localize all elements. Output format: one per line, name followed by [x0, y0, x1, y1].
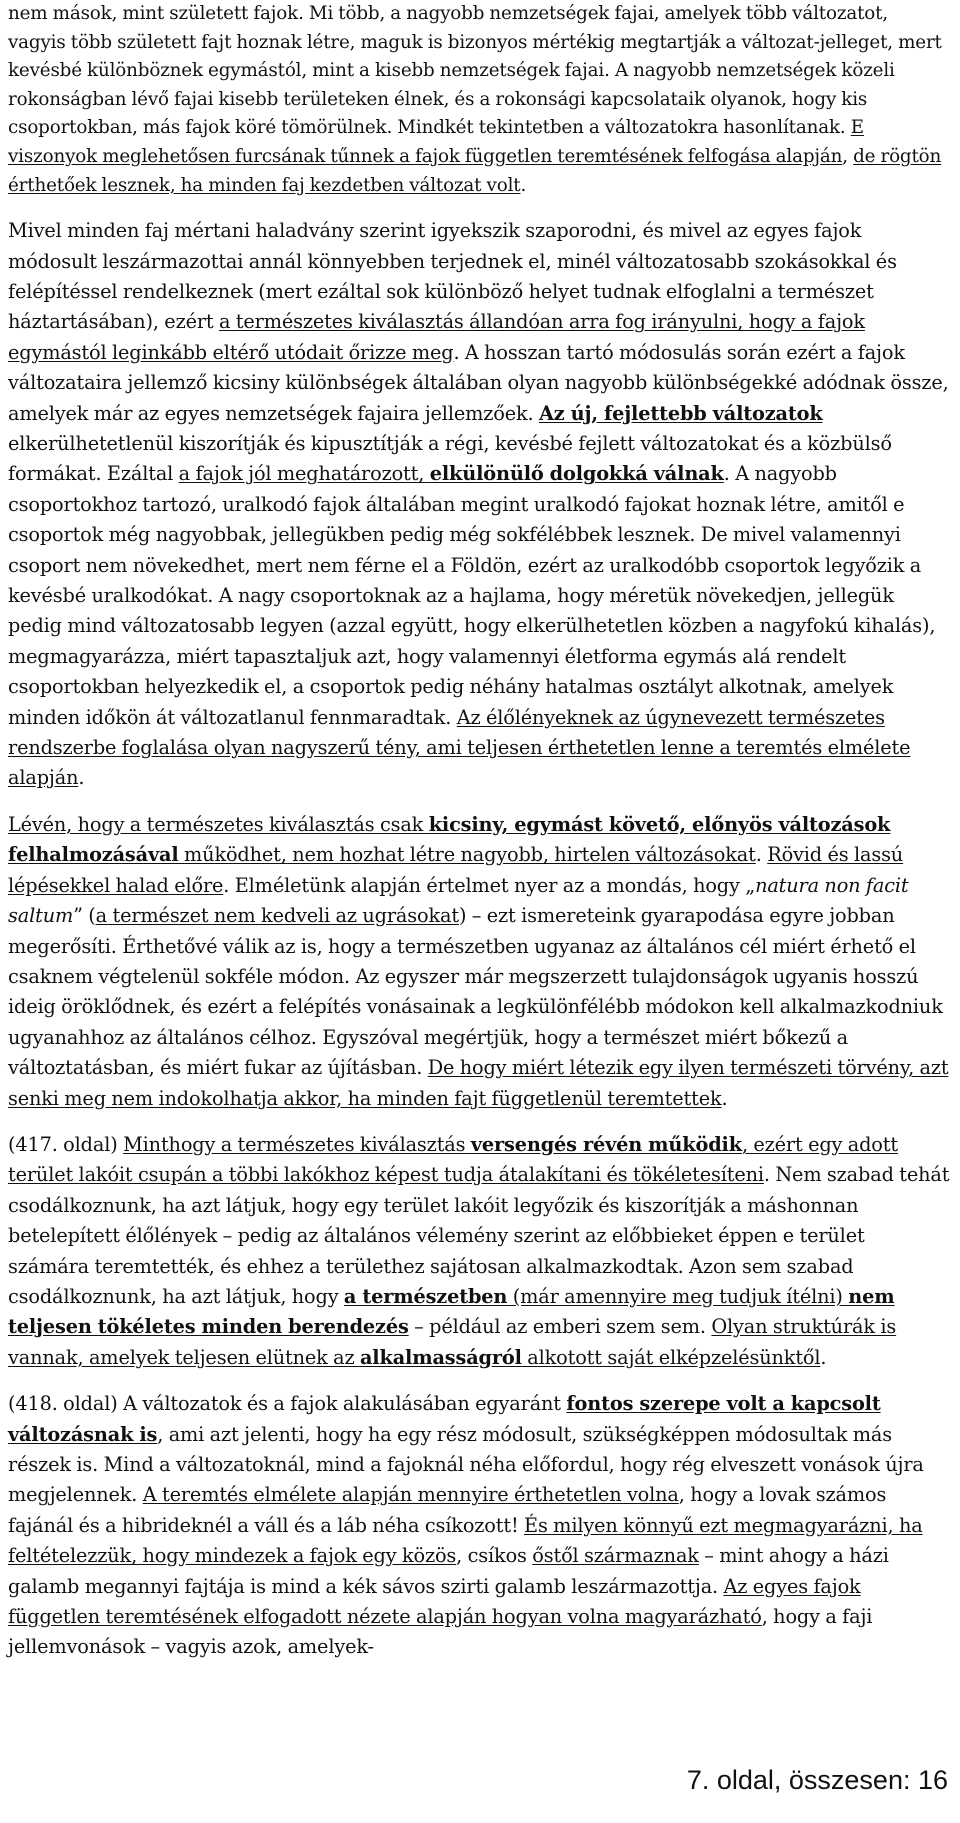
- page-number-label: 7. oldal, összesen: 16: [686, 1765, 948, 1795]
- text-run: fontos szerepe volt a kapcsolt változásnak is: [8, 1392, 881, 1446]
- text-run: , hogy a lovak számos fajánál és a hibrideknél a váll és a láb néha csíkozott!: [8, 1483, 887, 1537]
- text-run: , ezért egy adott terület lakóit csupán a többi lakókhoz képest tudja átalakítani és tökéletesíteni: [8, 1132, 898, 1187]
- paragraph-4: [8, 1130, 950, 1373]
- text-run: versengés révén működik: [470, 1132, 742, 1156]
- text-run: de rögtön érthetőek lesznek, ha minden faj kezdetben változat volt: [8, 145, 942, 196]
- text-run: Az élőlényeknek az úgynevezett természetes rendszerbe foglalása olyan nagyszerű tény, ami teljesen érthetetlen lenne a teremtés elmélete alapján: [8, 705, 911, 790]
- text-run: a természetes kiválasztás állandóan arra fog irányulni, hogy a fajok egymástól leginkább eltérő utódait őrizze meg: [8, 310, 865, 364]
- text-run: , csíkos: [456, 1544, 533, 1568]
- text-run: Az új, fejlettebb változatok: [538, 401, 823, 425]
- text-run: – mint ahogy a házi galamb megannyi fajtája is mind a kék sávos szirti galamb leszármazottja.: [8, 1544, 889, 1598]
- text-run: – például az emberi szem sem.: [408, 1315, 712, 1339]
- paragraph-3: [8, 810, 950, 1114]
- page-footer: [687, 1764, 948, 1796]
- text-run: És milyen könnyű ezt megmagyarázni, ha feltételezzük, hogy mindezek a fajok egy közös: [8, 1513, 923, 1568]
- text-run: Lévén, hogy a természetes kiválasztás csak: [8, 812, 429, 836]
- text-run: a természet nem kedveli az ugrásokat: [95, 904, 459, 928]
- text-run: nem mások, mint született fajok. Mi több, a nagyobb nemzetségek fajai, amelyek több változatot, vagyis több született fajt hoznak létre, maguk is bizonyos mértékig megtartják a változat-jelleget, mert kevésbé különböznek egymástól, mint a kisebb nemzetségek fajai. A nagyobb nemzetségek közeli rokonságban lévő fajai kisebb területeken élnek, és a rokonsági kapcsolataik olyanok, hogy kis csoportokban, más fajok köré tömörülnek. Mindkét tekintetben a változatokra hasonlítanak.: [8, 3, 942, 139]
- text-run: elkerülhetetlenül kiszorítják és kipusztítják a régi, kevésbé fejlett változatokat és a közbülső formákat. Ezáltal: [8, 432, 892, 486]
- text-run: .: [78, 766, 85, 790]
- text-run: , ami azt jelenti, hogy ha egy rész módosult, szükségképpen módosultak más részek is. Mind a változatoknál, mind a fajoknál néha előfordul, hogy rég elveszett vonások újra megjelennek.: [8, 1422, 924, 1507]
- paragraph-1: [8, 0, 950, 200]
- text-run: . Nem szabad tehát csodálkoznunk, ha azt látjuk, hogy egy terület lakóit legyőzik és kiszorítják a máshonnan betelepített élőlények – pedig az általános vélemény szerint az előbbieket éppen e terület számára teremtették, és ehhez a területhez sajátosan alkalmazkodtak. Azon sem szabad csodálkoznunk, ha azt látjuk, hogy: [8, 1163, 950, 1308]
- text-run: .: [520, 174, 527, 196]
- text-run: a fajok jól meghatározott: [178, 462, 419, 486]
- text-run: ,: [842, 145, 854, 167]
- text-body: [8, 0, 950, 1663]
- text-run: a természetben: [343, 1284, 508, 1308]
- text-run: E viszonyok meglehetősen furcsának tűnnek a fajok független teremtésének felfogása alapján: [8, 117, 864, 167]
- text-run: Rövid és lassú lépésekkel halad előre: [8, 843, 904, 897]
- text-run: (418. oldal) A változatok és a fajok alakulásában egyaránt: [8, 1392, 567, 1416]
- paragraph-2: [8, 216, 950, 794]
- text-run: Minthogy a természetes kiválasztás: [123, 1132, 471, 1156]
- text-run: nem teljesen tökéletes minden berendezés: [8, 1284, 895, 1339]
- text-run: , hogy a faji jellemvonások – vagyis azok, amelyek-: [8, 1605, 873, 1659]
- text-run: (417. oldal): [8, 1132, 124, 1156]
- text-run: .: [820, 1345, 827, 1369]
- text-run: kicsiny, egymást követő, előnyös változások felhalmozásával: [8, 812, 891, 867]
- text-run: . A hosszan tartó módosulás során ezért a fajok változataira jellemző kicsiny különbségek általában olyan nagyobb különbségekké adódnak össze, amelyek már az egyes nemzetségek fajaira jellemzőek.: [8, 340, 949, 425]
- text-run: De hogy miért létezik egy ilyen természeti törvény, azt senki meg nem indokolhatja akkor, ha minden fajt függetlenül teremtettek: [8, 1056, 949, 1110]
- text-run: Az egyes fajok független teremtésének elfogadott nézete alapján hogyan volna magyarázható: [8, 1574, 861, 1629]
- text-run: alkotott saját elképzelésünktől: [521, 1345, 821, 1369]
- text-run: ” (: [73, 904, 96, 928]
- text-run: natura non facit saltum: [8, 873, 909, 928]
- text-run: .: [755, 843, 768, 867]
- text-run: alkalmasságról: [359, 1345, 522, 1369]
- text-run: A teremtés elmélete alapján mennyire érthetetlen volna: [142, 1483, 679, 1507]
- paragraph-5: [8, 1389, 950, 1663]
- text-run: működhet, nem hozhat létre nagyobb, hirtelen változásokat: [178, 843, 756, 867]
- text-run: Olyan struktúrák is vannak, amelyek teljesen elütnek az: [8, 1315, 897, 1369]
- text-run: elkülönülő dolgokká válnak: [429, 462, 724, 486]
- text-run: (már amennyire meg tudjuk ítélni): [507, 1284, 849, 1308]
- text-run: .: [721, 1086, 728, 1110]
- text-run: . Elméletünk alapján értelmet nyer az a mondás, hogy „: [223, 873, 756, 897]
- text-run: őstől származnak: [532, 1544, 699, 1568]
- text-run: ) – ezt ismereteink gyarapodása egyre jobban megerősíti. Érthetővé válik az is, hogy a természetben ugyanaz az általános cél miért érhető el csaknem végtelenül sokféle módon. Az egyszer már megszerzett tulajdonságok ugyanis hosszú ideig öröklődnek, és ezért a felépítés vonásainak a legkülönfélébb módokon kell alkalmazkodniuk ugyanahhoz az általános célhoz. Egyszóval megértjük, hogy a természet miért bőkezű a változtatásban, és miért fukar az újításban.: [8, 904, 943, 1080]
- text-run: . A nagyobb csoportokhoz tartozó, uralkodó fajok általában megint uralkodó fajokat hoznak létre, amitől e csoportok még nagyobbak, jellegükben pedig még sokfélébbek lesznek. De mivel valamennyi csoport nem növekedhet, mert nem férne el a Földön, ezért az uralkodóbb csoportok legyőzik a kevésbé uralkodókat. A nagy csoportoknak az a hajlama, hogy méretük növekedjen, jellegük pedig mind változatosabb legyen (azzal együtt, hogy elkerülhetetlen közben a nagyfokú kihalás), megmagyarázza, miért tapasztaljuk azt, hogy valamennyi életforma egymás alá rendelt csoportokban helyezkedik el, a csoportok pedig néhány hatalmas osztályt alkotnak, amelyek minden időkön át változatlanul fennmaradtak.: [8, 462, 936, 729]
- text-run: Mivel minden faj mértani haladvány szerint igyekszik szaporodni, és mivel az egyes fajok módosult leszármazottai annál könnyebben terjednek el, minél változatosabb szokásokkal és felépítéssel rendelkeznek (mert ezáltal sok különböző helyet tudnak elfoglalni a természet háztartásában), ezért: [8, 219, 897, 334]
- text-run: ,: [418, 462, 430, 486]
